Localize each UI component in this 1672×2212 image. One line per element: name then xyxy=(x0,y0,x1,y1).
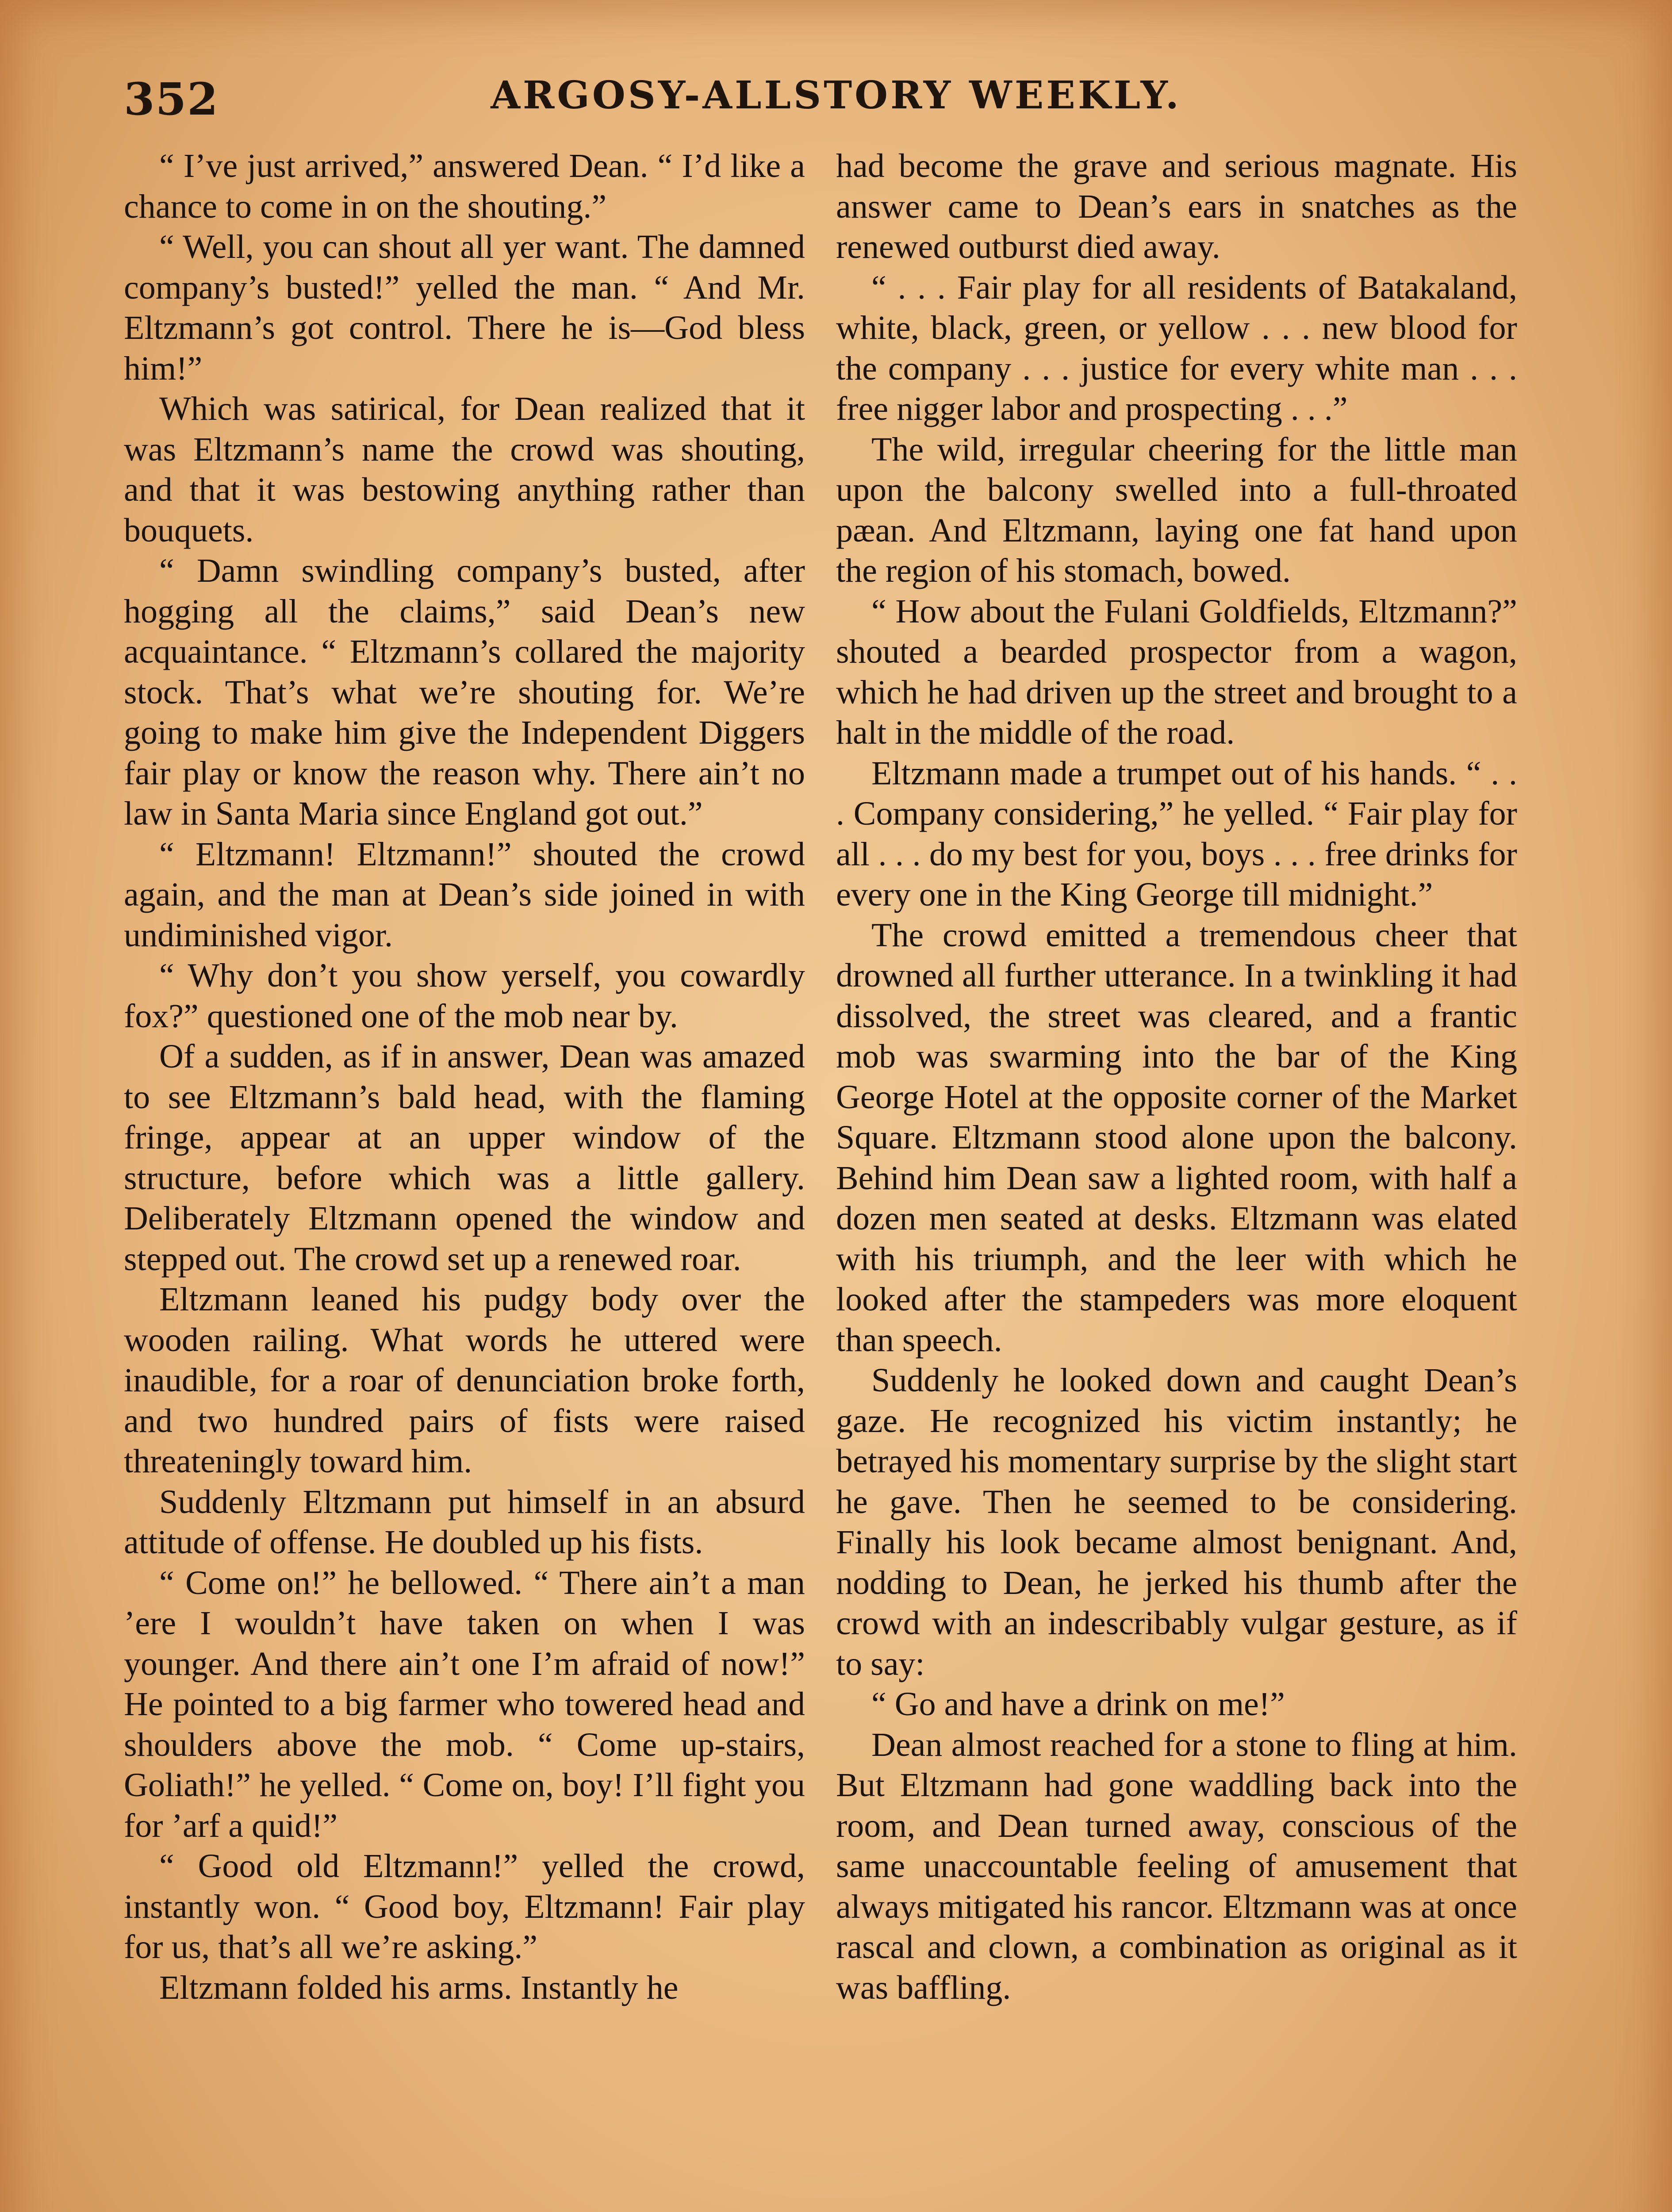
paragraph: Eltzmann made a trumpet out of his hands. “ . . . Company considering,” he yelled. “ Fair play for all . . . do my best for you, boys . . . free drinks for every one in the King George till midnight.” xyxy=(836,754,1517,913)
running-head-title: ARGOSY-ALLSTORY WEEKLY. xyxy=(491,73,1181,118)
paragraph: “ Why don’t you show yerself, you cowardly fox?” questioned one of the mob near by. xyxy=(124,957,805,1035)
paragraph: Eltzmann leaned his pudgy body over the wooden railing. What words he uttered were inaudible, for a roar of denunciation broke forth, and two hundred pairs of fists were raised threateningly toward him. xyxy=(124,1281,805,1480)
paragraph: “ Eltzmann! Eltzmann!” shouted the crowd again, and the man at Dean’s side joined in with undiminished vigor. xyxy=(124,835,805,954)
paragraph: Which was satirical, for Dean realized that it was Eltzmann’s name the crowd was shouting, and that it was bestowing anything rather than bouquets. xyxy=(124,390,805,549)
paragraph: “ . . . Fair play for all residents of Batakaland, white, black, green, or yellow . . . new blood for the company . . . justice for every white man . . . free nigger labor and prospecting . . .” xyxy=(836,269,1517,427)
paragraph: The crowd emitted a tremendous cheer that drowned all further utterance. In a twinkling it had dissolved, the street was cleared, and a frantic mob was swarming into the bar of the King George Hotel at the opposite corner of the Market Square. Eltzmann stood alone upon the balcony. Behind him Dean saw a lighted room, with half a dozen men seated at desks. Eltzmann was elated with his triumph, and the leer with which he looked after the stampeders was more eloquent than speech. xyxy=(836,916,1517,1359)
paragraph: “ How about the Fulani Goldfields, Eltzmann?” shouted a bearded prospector from a wagon, which he had driven up the street and brought to a halt in the middle of the road. xyxy=(836,592,1517,751)
paragraph: “ Well, you can shout all yer want. The damned company’s busted!” yelled the man. “ And Mr. Eltzmann’s got control. There he is—God bless him!” xyxy=(124,228,805,387)
paragraph: Dean almost reached for a stone to fling at him. But Eltzmann had gone waddling back into the room, and Dean turned away, conscious of the same unaccountable feeling of amusement that always mitigated his rancor. Eltzmann was at once rascal and clown, a combination as original as it was baffling. xyxy=(836,1726,1517,2006)
paragraph: The wild, irregular cheering for the little man upon the balcony swelled into a full-throated pæan. And Eltzmann, laying one fat hand upon the region of his stomach, bowed. xyxy=(836,430,1517,589)
paragraph: Eltzmann folded his arms. Instantly he xyxy=(159,1969,679,2006)
paragraph: “ Go and have a drink on me!” xyxy=(871,1686,1285,1723)
paragraph: “ Come on!” he bellowed. “ There ain’t a man ’ere I wouldn’t have taken on when I was younger. And there ain’t one I’m afraid of now!” He pointed to a big farmer who towered head and shoulders above the mob. “ Come up-stairs, Goliath!” he yelled. “ Come on, boy! I’ll fight you for ’arf a quid!” xyxy=(124,1564,805,1844)
paragraph: Suddenly Eltzmann put himself in an absurd attitude of offense. He doubled up his fists. xyxy=(124,1483,805,1561)
paragraph: Suddenly he looked down and caught Dean’s gaze. He recognized his victim instantly; he betrayed his momentary surprise by the slight start he gave. Then he seemed to be considering. Finally his look became almost benignant. And, nodding to Dean, he jerked his thumb after the crowd with an indescribably vulgar gesture, as if to say: xyxy=(836,1362,1517,1682)
paragraph: “ I’ve just arrived,” answered Dean. “ I’d like a chance to come in on the shouting.” xyxy=(124,147,805,225)
left-column xyxy=(124,146,805,2008)
right-column xyxy=(836,146,1517,2008)
paragraph: “ Damn swindling company’s busted, after hogging all the claims,” said Dean’s new acquaintance. “ Eltzmann’s collared the majority stock. That’s what we’re shouting for. We’re going to make him give the Independent Diggers fair play or know the reason why. There ain’t no law in Santa Maria since England got out.” xyxy=(124,552,805,832)
paragraph-continuation: had become the grave and serious magnate. His answer came to Dean’s ears in snatches as the renewed outburst died away. xyxy=(836,147,1517,265)
paragraph: Of a sudden, as if in answer, Dean was amazed to see Eltzmann’s bald head, with the flaming fringe, appear at an upper window of the structure, before which was a little gallery. Deliberately Eltzmann opened the window and stepped out. The crowd set up a renewed roar. xyxy=(124,1038,805,1278)
page-header xyxy=(124,73,1548,135)
paragraph: “ Good old Eltzmann!” yelled the crowd, instantly won. “ Good boy, Eltzmann! Fair play for us, that’s all we’re asking.” xyxy=(124,1847,805,1966)
page-number: 352 xyxy=(124,73,219,125)
